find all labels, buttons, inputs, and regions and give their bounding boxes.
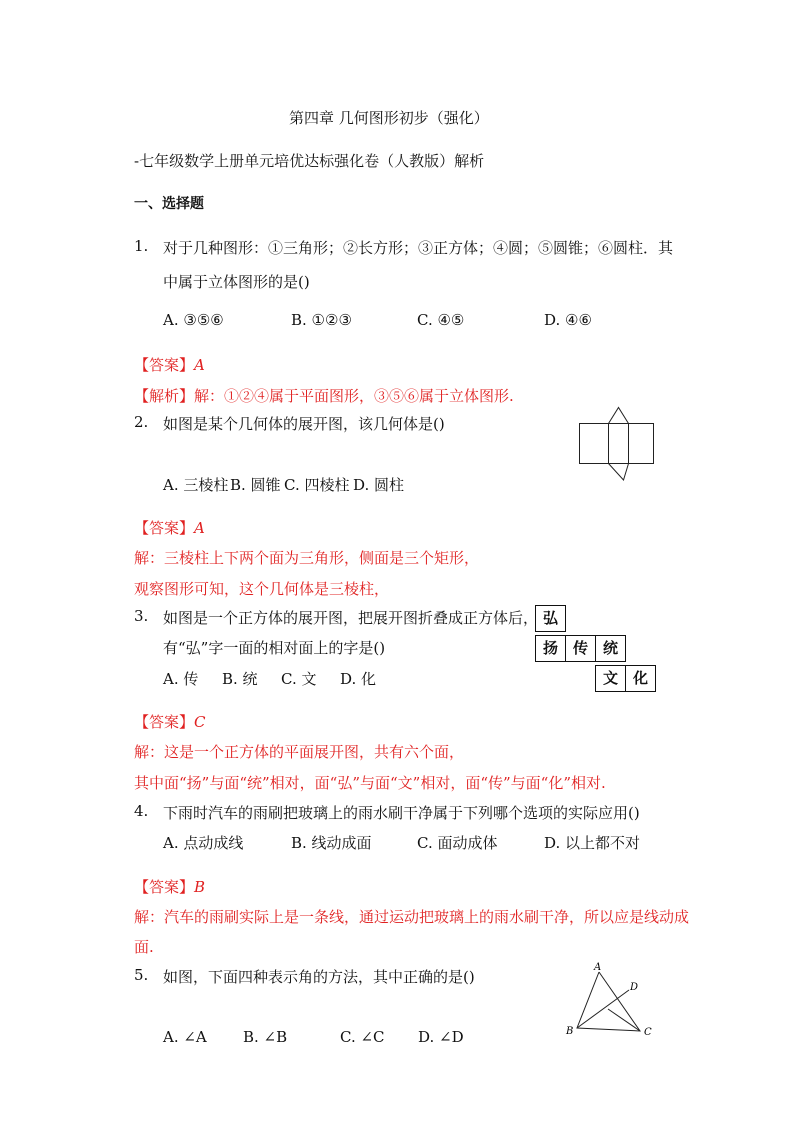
option-c: C. ∠C <box>340 1028 385 1046</box>
question-text-line2: 有“弘”字一面的相对面上的字是() <box>163 639 386 657</box>
option-a: A. 传 <box>163 670 199 688</box>
answer-value: A <box>194 519 205 537</box>
explanation-line2: 面. <box>134 938 154 956</box>
cube-face-hua: 化 <box>625 665 656 692</box>
vertex-label-a: A <box>594 962 602 973</box>
answer-tag: 【答案】 <box>134 878 195 896</box>
option-c: C. 四棱柱 <box>284 476 350 494</box>
explanation-line1: 解：汽车的雨刷实际上是一条线，通过运动把玻璃上的雨水刷干净，所以应是线动成 <box>134 908 690 926</box>
vertex-label-b: B <box>566 1026 574 1037</box>
section-heading: 一、选择题 <box>134 196 204 212</box>
option-a: A. ③⑤⑥ <box>163 311 224 329</box>
option-a: A. 点动成线 <box>163 834 244 852</box>
option-b: B. 线动成面 <box>291 834 372 852</box>
cube-face-yang: 扬 <box>535 635 566 662</box>
answer-tag: 【答案】 <box>134 356 195 374</box>
cube-face-hong: 弘 <box>535 605 566 632</box>
vertex-label-c: C <box>644 1027 652 1038</box>
question-text-line2: 中属于立体图形的是() <box>163 273 310 291</box>
explanation-line1: 解：三棱柱上下两个面为三角形，侧面是三个矩形， <box>134 549 480 567</box>
question-number: 5. <box>134 966 149 984</box>
cube-face-tong: 统 <box>595 635 626 662</box>
option-b: B. 统 <box>222 670 258 688</box>
option-b: B. 圆锥 <box>230 476 281 494</box>
answer-line <box>134 711 206 732</box>
answer-line <box>134 354 205 375</box>
question-number: 3. <box>134 607 149 625</box>
option-b: B. ①②③ <box>291 311 352 329</box>
explanation-line1: 解：这是一个正方体的平面展开图，共有六个面， <box>134 743 465 761</box>
question-text-line1: 对于几种图形：①三角形；②长方形；③正方体；④圆；⑤圆锥；⑥圆柱．其 <box>163 239 674 257</box>
prism-net-figure <box>579 406 655 482</box>
option-c: C. 面动成体 <box>417 834 498 852</box>
answer-tag: 【答案】 <box>134 519 195 537</box>
option-a: A. ∠A <box>163 1028 207 1046</box>
explanation-line2: 观察图形可知，这个几何体是三棱柱， <box>134 580 390 598</box>
question-number: 4. <box>134 802 149 820</box>
answer-line <box>134 517 205 538</box>
question-text-line1: 如图是某个几何体的展开图，该几何体是() <box>163 415 445 433</box>
answer-value: B <box>194 878 206 896</box>
cube-face-wen: 文 <box>595 665 626 692</box>
cube-face-chuan: 传 <box>565 635 596 662</box>
option-d: D. 圆柱 <box>353 476 405 494</box>
answer-value: A <box>194 356 205 374</box>
option-d: D. 化 <box>340 670 377 688</box>
option-d: D. ④⑥ <box>544 311 592 329</box>
question-text-line1: 如图，下面四种表示角的方法，其中正确的是() <box>163 968 475 986</box>
question-text-line1: 如图是一个正方体的展开图，把展开图折叠成正方体后， <box>163 609 539 627</box>
option-d: D. 以上都不对 <box>544 834 641 852</box>
question-text-line1: 下雨时汽车的雨刷把玻璃上的雨水刷干净属于下列哪个选项的实际应用() <box>163 804 640 822</box>
question-number: 2. <box>134 413 149 431</box>
option-d: D. ∠D <box>418 1028 464 1046</box>
vertex-label-d: D <box>630 982 639 993</box>
page-title: 第四章 几何图形初步（强化） <box>289 109 489 127</box>
analysis-line <box>134 385 514 406</box>
triangle-figure <box>562 960 662 1042</box>
analysis-tag: 【解析】 <box>134 387 195 405</box>
answer-tag: 【答案】 <box>134 713 195 731</box>
answer-value: C <box>194 713 206 731</box>
option-c: C. ④⑤ <box>417 311 465 329</box>
page-subtitle: -七年级数学上册单元培优达标强化卷（人教版）解析 <box>134 152 485 170</box>
analysis-text: 解：①②④属于平面图形，③⑤⑥属于立体图形. <box>194 387 514 405</box>
option-b: B. ∠B <box>243 1028 288 1046</box>
question-number: 1. <box>134 237 149 255</box>
answer-line <box>134 876 205 897</box>
option-c: C. 文 <box>281 670 317 688</box>
option-a: A. 三棱柱 <box>163 476 229 494</box>
explanation-line2: 其中面“扬”与面“统”相对，面“弘”与面“文”相对，面“传”与面“化”相对. <box>134 774 606 792</box>
